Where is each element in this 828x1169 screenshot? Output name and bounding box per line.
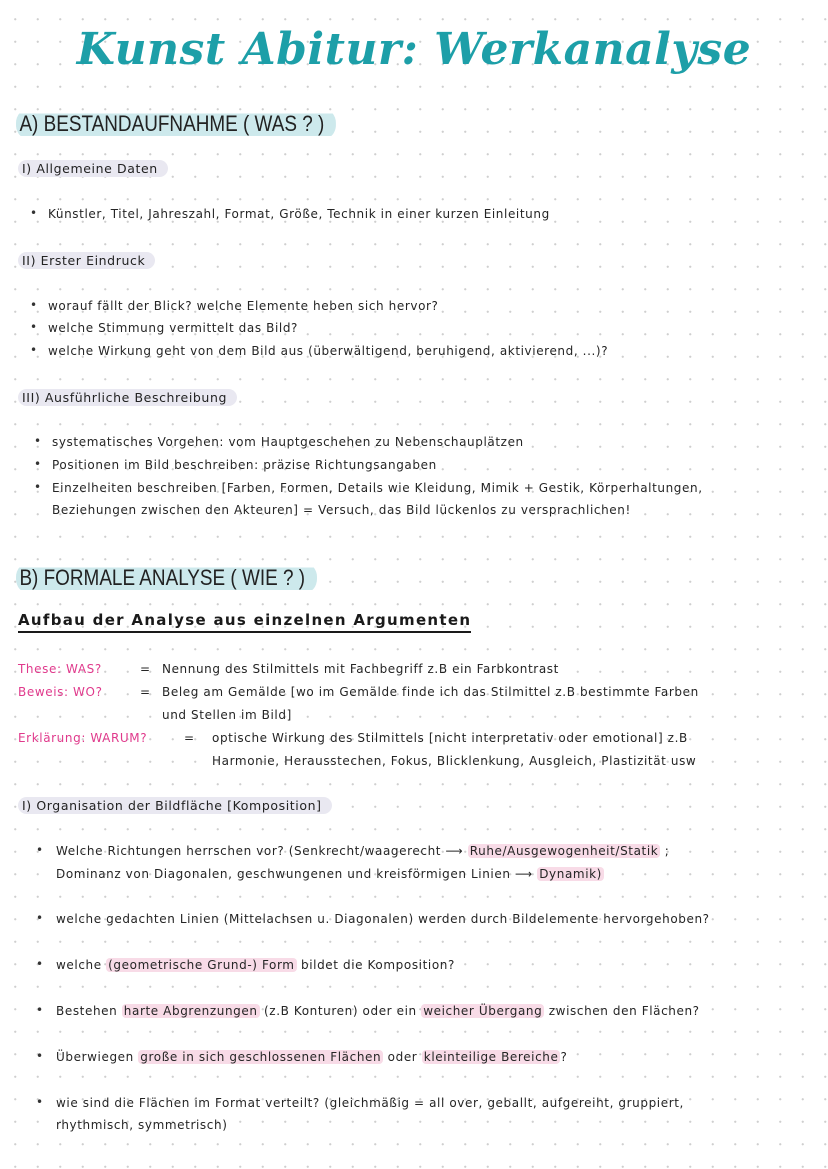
list-item: systematisches Vorgehen: vom Hauptgeschehen zu Nebenschauplätzen [52,435,524,449]
erklaerung-text: optische Wirkung des Stilmittels [nicht interpretativ oder emotional] z.B [212,731,688,745]
bullet-icon: • [30,343,38,357]
page-title: Kunst Abitur: Werkanalyse [76,24,752,75]
list-item-text: zwischen den Flächen? [548,1004,700,1018]
list-item-continuation: Beziehungen zwischen den Akteuren] = Versuch, das Bild lückenlos zu versprachlichen! [52,503,631,517]
bullet-icon: • [34,457,42,471]
beweis-equals: = [140,685,151,699]
beweis-label: Beweis: WO? [18,685,103,699]
bullet-icon: • [34,480,42,494]
highlight-text: Ruhe/Ausgewogenheit/Statik [469,844,659,858]
bullet-icon: • [30,298,38,312]
these-label: These: WAS? [18,662,102,676]
highlight-text: harte Abgrenzungen [123,1004,258,1018]
list-item-text: (z.B Konturen) oder ein [264,1004,417,1018]
highlight-text: große in sich geschlossenen Flächen [140,1050,382,1064]
highlight-text: Dynamik) [539,867,602,881]
list-item-text: Bestehen [56,1004,118,1018]
highlight-text: kleinteilige Bereiche [423,1050,559,1064]
list-item-text: bildet die Komposition? [301,958,455,972]
list-item-text: Welche Richtungen herrschen vor? (Senkrecht/waagerecht [56,844,442,858]
list-item-continuation: rhythmisch, symmetrisch) [56,1118,228,1132]
list-item: worauf fällt der Blick? welche Elemente heben sich hervor? [48,299,439,313]
section-a-sub1-heading: I) Allgemeine Daten [18,160,168,177]
bullet-icon: • [30,206,38,220]
list-item [56,958,455,972]
erklaerung-label: Erklärung: WARUM? [18,731,148,745]
list-item-continuation [56,867,604,881]
bullet-icon: • [30,320,38,334]
list-item-text: ? [560,1050,568,1064]
bullet-icon: • [36,1003,44,1017]
list-item [56,844,669,858]
list-item: Einzelheiten beschreiben [Farben, Formen, Details wie Kleidung, Mimik + Gestik, Körperhaltungen, [52,481,703,495]
bullet-icon: • [36,1049,44,1063]
erklaerung-equals: = [184,731,195,745]
highlight-text: (geometrische Grund-) Form [108,958,295,972]
bullet-icon: • [36,911,44,925]
erklaerung-text-continuation: Harmonie, Herausstechen, Fokus, Blicklenkung, Ausgleich, Plastizität usw [212,754,697,768]
list-item-text: welche [56,958,102,972]
these-text: Nennung des Stilmittels mit Fachbegriff z.B ein Farbkontrast [162,662,559,676]
list-item-text: Überwiegen [56,1050,134,1064]
arrow-right-icon: ⟶ [445,844,464,858]
bullet-icon: • [36,1095,44,1109]
list-item: welche Stimmung vermittelt das Bild? [48,321,299,335]
bullet-icon: • [34,434,42,448]
list-item-text: oder [387,1050,418,1064]
beweis-text-continuation: und Stellen im Bild] [162,708,292,722]
list-item [56,1004,700,1018]
section-b-subheading: Aufbau der Analyse aus einzelnen Argumenten [18,611,471,633]
highlight-text: weicher Übergang [423,1004,543,1018]
list-item: wie sind die Flächen im Format verteilt? (gleichmäßig = all over, geballt, aufgereiht, gruppiert, [56,1096,684,1110]
arrow-right-icon: ⟶ [514,867,533,881]
list-item-text: ; [664,844,670,858]
bullet-icon: • [36,843,44,857]
section-b-heading: B) FORMALE ANALYSE ( WIE ? ) [16,563,317,593]
list-item [56,1050,567,1064]
list-item: Positionen im Bild beschreiben: präzise Richtungsangaben [52,458,437,472]
list-item-text: Dominanz von Diagonalen, geschwungenen und kreisförmigen Linien [56,867,511,881]
list-item: welche gedachten Linien (Mittelachsen u. Diagonalen) werden durch Bildelemente hervorgehoben? [56,912,710,926]
beweis-text: Beleg am Gemälde [wo im Gemälde finde ich das Stilmittel z.B bestimmte Farben [162,685,699,699]
bullet-icon: • [36,957,44,971]
section-b-sub1-heading: I) Organisation der Bildfläche [Komposition] [18,797,332,814]
section-a-heading: A) BESTANDAUFNAHME ( WAS ? ) [16,109,336,139]
section-a-sub3-heading: III) Ausführliche Beschreibung [18,389,237,406]
list-item: Künstler, Titel, Jahreszahl, Format, Größe, Technik in einer kurzen Einleitung [48,207,550,221]
section-a-sub2-heading: II) Erster Eindruck [18,252,155,269]
list-item: welche Wirkung geht von dem Bild aus (überwältigend, beruhigend, aktivierend, ...)? [48,344,609,358]
these-equals: = [140,662,151,676]
